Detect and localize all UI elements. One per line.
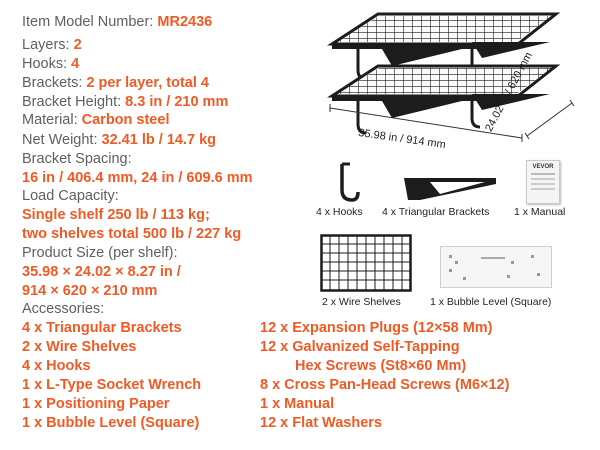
accessory-item: Hex Screws (St8×60 Mm) bbox=[295, 358, 467, 374]
spec-accessories-label: Accessories: bbox=[22, 301, 105, 317]
spec-load-capacity-line1: Single shelf 250 lb / 113 kg; bbox=[22, 207, 210, 223]
manual-caption: 1 x Manual bbox=[514, 206, 566, 218]
spec-value: 4 bbox=[71, 56, 80, 72]
accessory-item: 1 x Bubble Level (Square) bbox=[22, 415, 200, 431]
accessory-item: 2 x Wire Shelves bbox=[22, 339, 137, 355]
accessory-item: 12 x Expansion Plugs (12×58 Mm) bbox=[260, 320, 493, 336]
shelf-assembly-illustration bbox=[322, 8, 592, 168]
bubble-level-caption: 1 x Bubble Level (Square) bbox=[430, 296, 552, 308]
accessory-item: 4 x Triangular Brackets bbox=[22, 320, 182, 336]
hooks-caption: 4 x Hooks bbox=[316, 206, 363, 218]
spec-item-model bbox=[22, 13, 212, 31]
brackets-caption: 4 x Triangular Brackets bbox=[382, 206, 490, 218]
spec-label: Layers: bbox=[22, 37, 70, 53]
accessory-item: 12 x Flat Washers bbox=[260, 415, 382, 431]
spec-brackets bbox=[22, 74, 209, 92]
spec-value: MR2436 bbox=[157, 14, 213, 30]
spec-label: Item Model Number: bbox=[22, 14, 154, 30]
accessory-item: 4 x Hooks bbox=[22, 358, 91, 374]
accessory-item: 1 x L-Type Socket Wrench bbox=[22, 377, 202, 393]
spec-layers bbox=[22, 36, 82, 54]
spec-net-weight bbox=[22, 131, 216, 149]
hook-icon bbox=[322, 160, 362, 206]
spec-product-size-line2: 914 × 620 × 210 mm bbox=[22, 283, 158, 299]
spec-hooks bbox=[22, 55, 79, 73]
accessory-item: 12 x Galvanized Self-Tapping bbox=[260, 339, 460, 355]
spec-product-size-line1: 35.98 × 24.02 × 8.27 in / bbox=[22, 264, 181, 280]
spec-bracket-spacing-label: Bracket Spacing: bbox=[22, 151, 132, 167]
spec-material bbox=[22, 111, 169, 129]
spec-label: Brackets: bbox=[22, 75, 83, 91]
wire-shelves-icon bbox=[320, 234, 412, 292]
accessory-item: 1 x Positioning Paper bbox=[22, 396, 170, 412]
spec-load-capacity-label: Load Capacity: bbox=[22, 188, 119, 204]
triangular-bracket-icon bbox=[400, 172, 500, 204]
spec-product-size-label: Product Size (per shelf): bbox=[22, 245, 178, 261]
spec-value: 2 per layer, total 4 bbox=[86, 75, 209, 91]
spec-value: 2 bbox=[73, 37, 82, 53]
spec-label: Bracket Height: bbox=[22, 94, 122, 110]
bubble-level-card bbox=[440, 246, 552, 288]
accessory-item: 1 x Manual bbox=[260, 396, 335, 412]
spec-label: Material: bbox=[22, 112, 78, 128]
accessory-item: 8 x Cross Pan-Head Screws (M6×12) bbox=[260, 377, 510, 393]
spec-bracket-spacing-value: 16 in / 406.4 mm, 24 in / 609.6 mm bbox=[22, 170, 253, 186]
spec-value: 8.3 in / 210 mm bbox=[125, 94, 229, 110]
spec-bracket-height bbox=[22, 93, 228, 111]
depth-dimension-label: 24.02 in / 620 mm bbox=[483, 50, 535, 134]
manual-booklet bbox=[526, 160, 560, 204]
wire-shelves-caption: 2 x Wire Shelves bbox=[322, 296, 401, 308]
spec-load-capacity-line2: two shelves total 500 lb / 227 kg bbox=[22, 226, 242, 242]
spec-label: Hooks: bbox=[22, 56, 68, 72]
spec-label: Net Weight: bbox=[22, 132, 98, 148]
spec-value: Carbon steel bbox=[81, 112, 170, 128]
spec-value: 32.41 lb / 14.7 kg bbox=[101, 132, 216, 148]
width-dimension-label: 35.98 in / 914 mm bbox=[357, 126, 447, 152]
manual-brand: VEVOR bbox=[532, 164, 554, 170]
